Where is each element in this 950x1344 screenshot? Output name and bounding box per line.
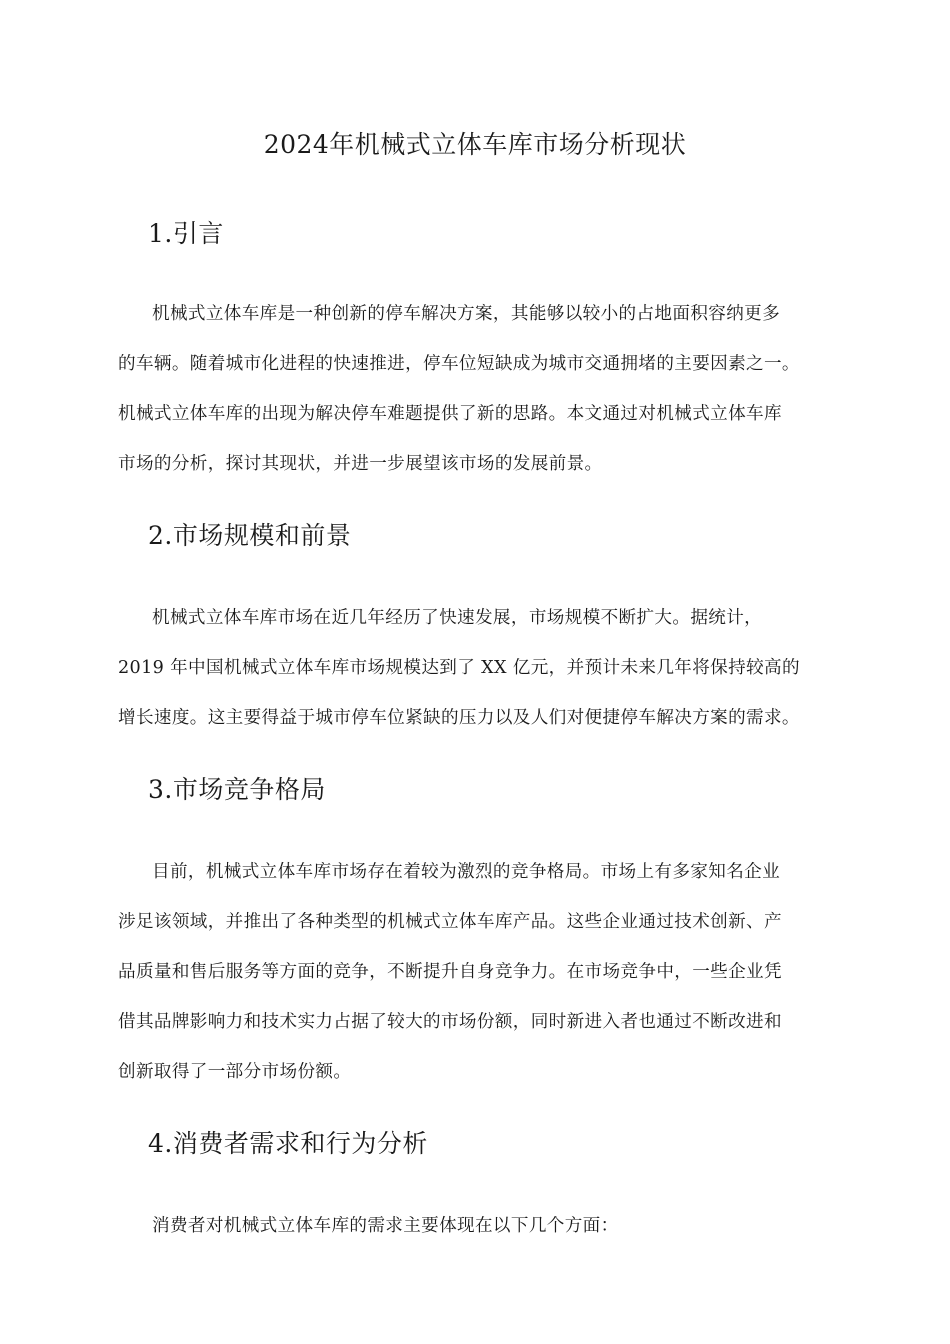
paragraph-line: 机械式立体车库是一种创新的停车解决方案，其能够以较小的占地面积容纳更多 [152, 304, 781, 324]
paragraph-line: 2019 年中国机械式立体车库市场规模达到了 XX 亿元，并预计未来几年将保持较高的 [118, 658, 800, 678]
paragraph-line: 借其品牌影响力和技术实力占据了较大的市场份额，同时新进入者也通过不断改进和 [118, 1012, 782, 1032]
section-heading-introduction: 1.引言 [148, 219, 224, 248]
paragraph-line: 的车辆。随着城市化进程的快速推进，停车位短缺成为城市交通拥堵的主要因素之一。 [118, 354, 800, 374]
paragraph-line: 品质量和售后服务等方面的竞争，不断提升自身竞争力。在市场竞争中，一些企业凭 [118, 962, 782, 982]
paragraph-line: 机械式立体车库市场在近几年经历了快速发展，市场规模不断扩大。据统计， [152, 608, 763, 628]
paragraph-line: 市场的分析，探讨其现状，并进一步展望该市场的发展前景。 [118, 454, 603, 474]
paragraph-line: 创新取得了一部分市场份额。 [118, 1062, 352, 1082]
section-heading-market-size: 2.市场规模和前景 [148, 521, 352, 550]
paragraph-line: 增长速度。这主要得益于城市停车位紧缺的压力以及人们对便捷停车解决方案的需求。 [118, 708, 800, 728]
document-title: 2024年机械式立体车库市场分析现状 [263, 130, 687, 159]
section-heading-consumer-demand: 4.消费者需求和行为分析 [148, 1129, 428, 1158]
paragraph-line: 机械式立体车库的出现为解决停车难题提供了新的思路。本文通过对机械式立体车库 [118, 404, 782, 424]
paragraph-line: 涉足该领域，并推出了各种类型的机械式立体车库产品。这些企业通过技术创新、产 [118, 912, 782, 932]
section-heading-competition: 3.市场竞争格局 [148, 775, 326, 804]
paragraph-line: 消费者对机械式立体车库的需求主要体现在以下几个方面： [152, 1216, 619, 1236]
paragraph-line: 目前，机械式立体车库市场存在着较为激烈的竞争格局。市场上有多家知名企业 [152, 862, 781, 882]
